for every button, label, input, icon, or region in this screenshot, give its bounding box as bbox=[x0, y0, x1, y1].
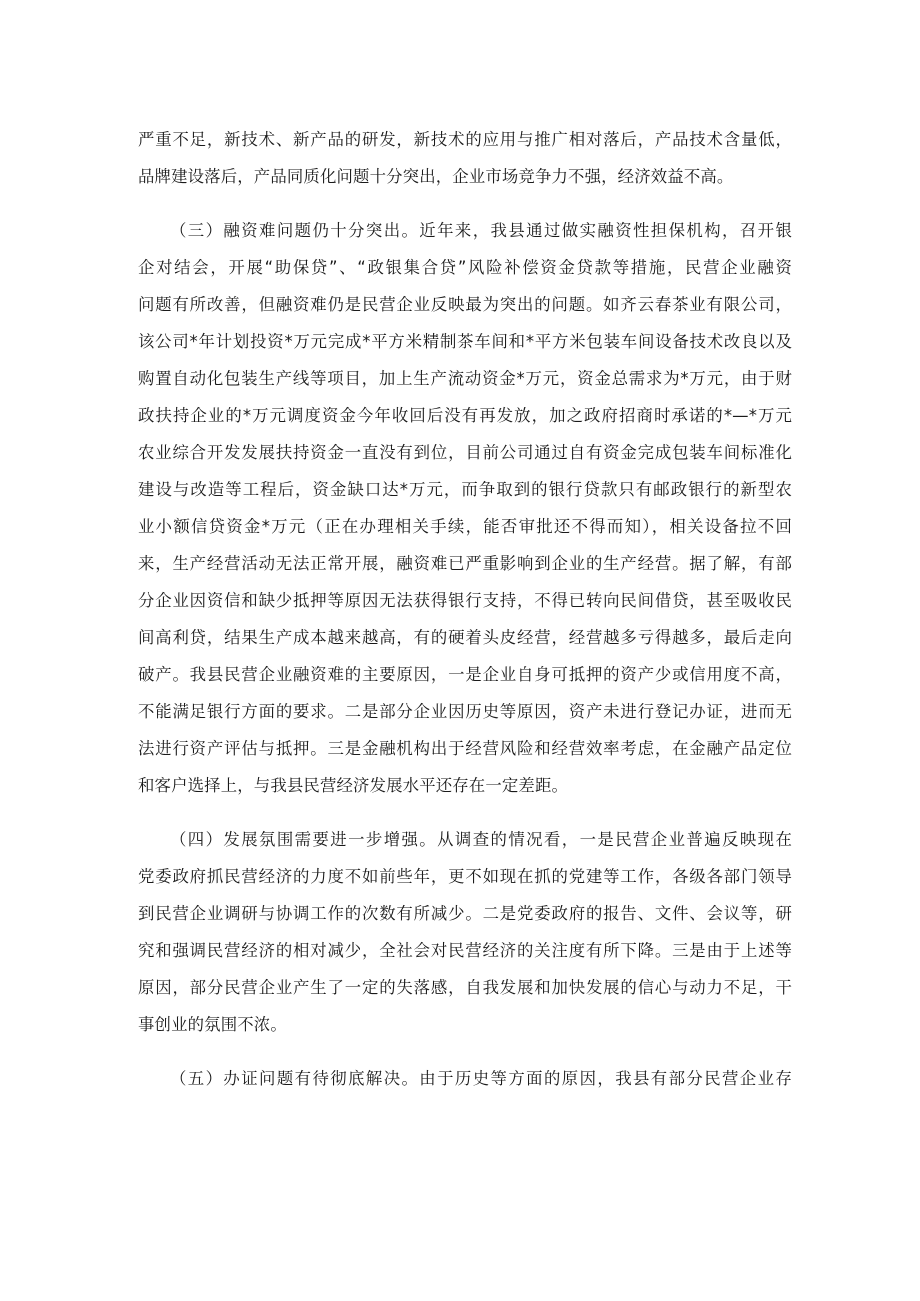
text-line: 和客户选择上，与我县民营经济发展水平还存在一定差距。 bbox=[138, 776, 569, 795]
text-line: （五）办证问题有待彻底解决。由于历史等方面的原因，我县有部分民营企业存 bbox=[170, 1069, 792, 1088]
text-line: 建设与改造等工程后，资金缺口达*万元，而争取到的银行贷款只有邮政银行的新型农 bbox=[138, 480, 792, 499]
text-line: （三）融资难问题仍十分突出。近年来，我县通过做实融资性担保机构，召开银 bbox=[170, 221, 792, 240]
text-line: 法进行资产评估与抵押。三是金融机构出于经营风险和经营效率考虑，在金融产品定位 bbox=[138, 739, 792, 758]
text-line: 业小额信贷资金*万元（正在办理相关手续，能否审批还不得而知），相关设备拉不回 bbox=[138, 517, 792, 536]
text-line: 购置自动化包装生产线等项目，加上生产流动资金*万元，资金总需求为*万元，由于财 bbox=[138, 369, 792, 388]
text-line: 来，生产经营活动无法正常开展，融资难已严重影响到企业的生产经营。据了解，有部 bbox=[138, 554, 792, 573]
text-line: 到民营企业调研与协调工作的次数有所减少。二是党委政府的报告、文件、会议等，研 bbox=[138, 904, 792, 923]
text-line: 原因，部分民营企业产生了一定的失落感，自我发展和加快发展的信心与动力不足，干 bbox=[138, 978, 792, 997]
text-line: 严重不足，新技术、新产品的研发，新技术的应用与推广相对落后，产品技术含量低， bbox=[138, 130, 792, 149]
text-line: 问题有所改善，但融资难仍是民营企业反映最为突出的问题。如齐云春茶业有限公司， bbox=[138, 295, 792, 314]
text-line: 品牌建设落后，产品同质化问题十分突出，企业市场竞争力不强，经济效益不高。 bbox=[138, 167, 734, 186]
text-line: 企对结会，开展“助保贷”、“政银集合贷”风险补偿资金贷款等措施，民营企业融资 bbox=[138, 258, 792, 277]
text-line: 间高利贷，结果生产成本越来越高，有的硬着头皮经营，经营越多亏得越多，最后走向 bbox=[138, 628, 792, 647]
text-line: 破产。我县民营企业融资难的主要原因，一是企业自身可抵押的资产少或信用度不高， bbox=[138, 665, 792, 684]
text-line: 不能满足银行方面的要求。二是部分企业因历史等原因，资产未进行登记办证，进而无 bbox=[138, 702, 792, 721]
text-line: 事创业的氛围不浓。 bbox=[138, 1015, 287, 1034]
text-line: 政扶持企业的*万元调度资金今年收回后没有再发放，加之政府招商时承诺的*—*万元 bbox=[138, 406, 792, 425]
text-line: （四）发展氛围需要进一步增强。从调查的情况看，一是民营企业普遍反映现在 bbox=[170, 830, 792, 849]
text-line: 党委政府抓民营经济的力度不如前些年，更不如现在抓的党建等工作，各级各部门领导 bbox=[138, 867, 792, 886]
text-line: 该公司*年计划投资*万元完成*平方米精制茶车间和*平方米包装车间设备技术改良以及 bbox=[138, 332, 792, 351]
text-line: 究和强调民营经济的相对减少，全社会对民营经济的关注度有所下降。三是由于上述等 bbox=[138, 941, 792, 960]
text-line: 分企业因资信和缺少抵押等原因无法获得银行支持，不得已转向民间借贷，甚至吸收民 bbox=[138, 591, 792, 610]
text-line: 农业综合开发发展扶持资金一直没有到位，目前公司通过自有资金完成包装车间标准化 bbox=[138, 443, 792, 462]
